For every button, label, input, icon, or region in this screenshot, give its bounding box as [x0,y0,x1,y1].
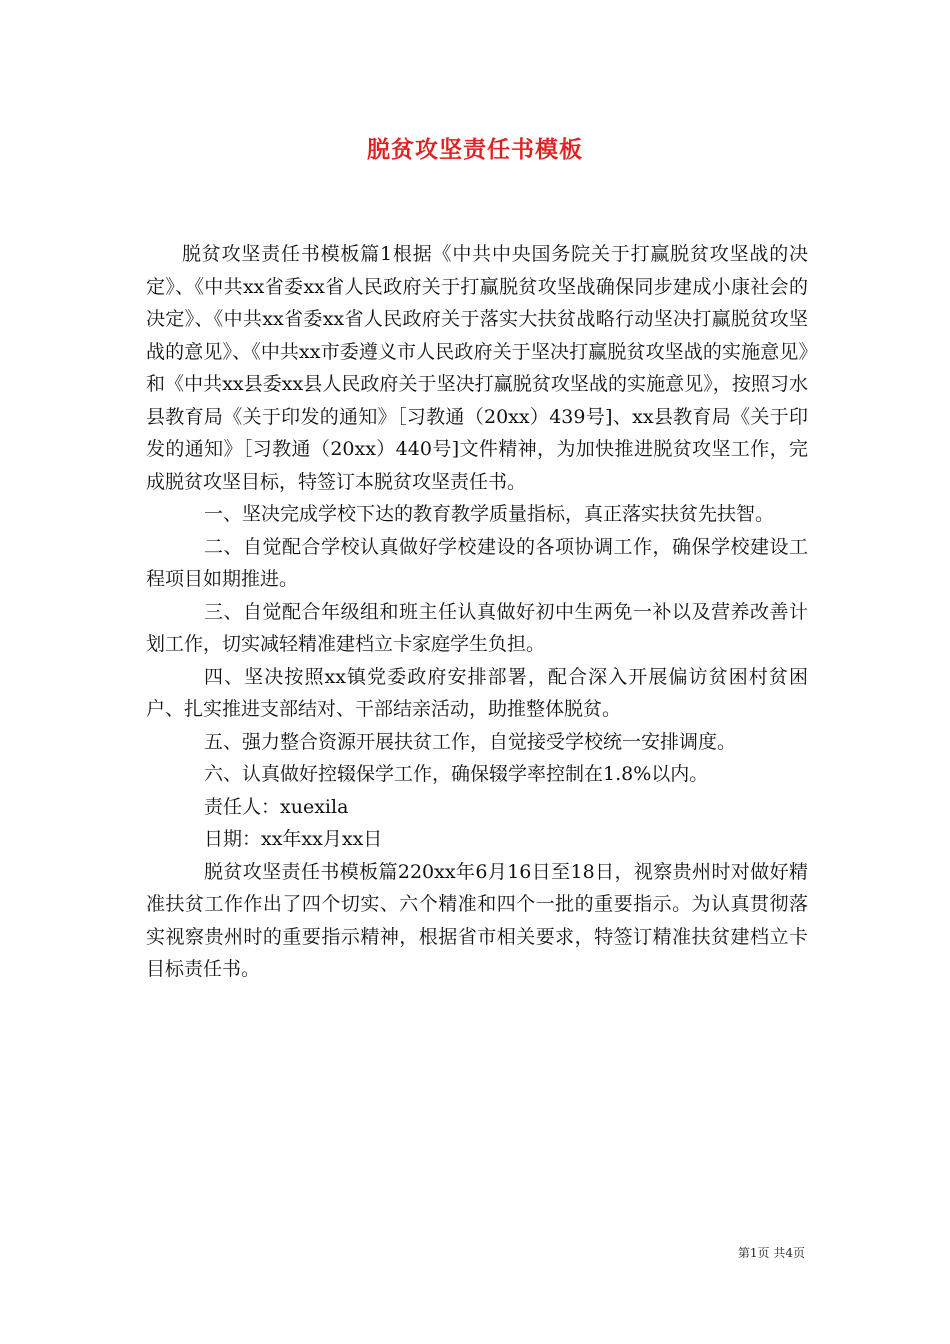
paragraph-item-5: 五、强力整合资源开展扶贫工作，自觉接受学校统一安排调度。 [204,730,737,753]
paragraph-item-1: 一、坚决完成学校下达的教育教学质量指标，真正落实扶贫先扶智。 [204,503,775,525]
document-body [146,238,808,986]
document-title: 脱贫攻坚责任书模板 [367,136,583,163]
responsible-person: 责任人：xuexila [204,795,349,818]
paragraph-item-4: 四、坚决按照xx镇党委政府安排部署，配合深入开展偏访贫困村贫困户、扎实推进支部结对、干部结亲活动，助推整体脱贫。 [146,665,808,720]
document-date: 日期：xx年xx月xx日 [204,828,383,850]
page-number-footer: 第1页 共4页 [737,1246,805,1260]
paragraph-item-6: 六、认真做好控辍保学工作，确保辍学率控制在1.8%以内。 [204,763,709,785]
paragraph-template-2: 脱贫攻坚责任书模板篇220xx年6月16日至18日，视察贵州时对做好精准扶贫工作作出了四个切实、六个精准和四个一批的重要指示。为认真贯彻落实视察贵州时的重要指示精神，根据省市相关要求，特签订精准扶贫建档立卡目标责任书。 [146,860,808,980]
paragraph-item-2: 二、自觉配合学校认真做好学校建设的各项协调工作，确保学校建设工程项目如期推进。 [146,535,808,590]
paragraph-intro: 脱贫攻坚责任书模板篇1根据《中共中央国务院关于打赢脱贫攻坚战的决定》、《中共xx省委xx省人民政府关于打赢脱贫攻坚战确保同步建成小康社会的决定》、《中共xx省委xx省人民政府关于落实大扶贫战略行动坚决打赢脱贫攻坚战的意见》、《中共xx市委遵义市人民政府关于坚决打赢脱贫攻坚战的实施意见》和《中共xx县委xx县人民政府关于坚决打赢脱贫攻坚战的实施意见》，按照习水县教育局《关于印发的通知》［习教通（20xx）439号]、xx县教育局《关于印发的通知》［习教通（20xx）440号]文件精神，为加快推进脱贫攻坚工作，完成脱贫攻坚目标，特签订本脱贫攻坚责任书。 [146,243,808,493]
paragraph-item-3: 三、自觉配合年级组和班主任认真做好初中生两免一补以及营养改善计划工作，切实减轻精准建档立卡家庭学生负担。 [146,600,808,655]
